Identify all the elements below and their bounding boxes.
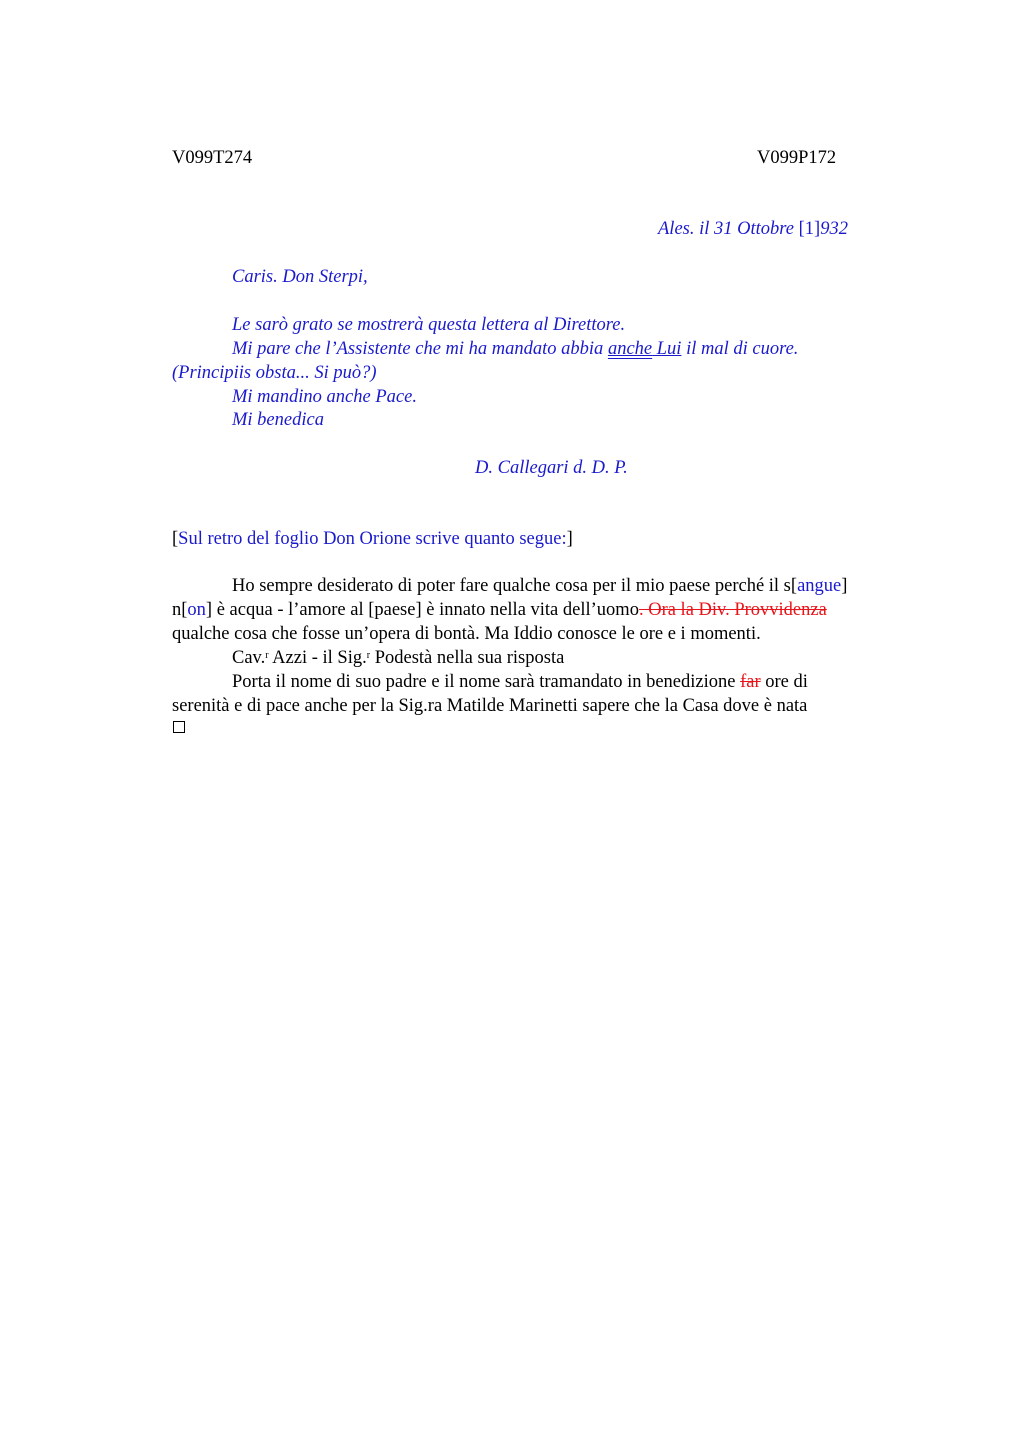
note-close-bracket: ] [566,529,573,549]
line2-anche: anche [607,339,653,359]
line2-part-b: il mal di cuore. [681,339,799,359]
draft-line-4 [232,646,564,670]
draft-line-1 [232,574,847,598]
draft-p4-azzi: Azzi - il Sig. [268,648,367,668]
editor-note [172,527,573,551]
note-text: Sul retro del foglio Don Orione scrive quanto segue: [178,529,567,549]
draft-p4-sup-1: r [265,650,269,661]
draft-p1-text: Ho sempre desiderato di poter fare qualche cosa per il mio paese perché il s [232,576,791,596]
draft-p4-cav: Cav. [232,648,266,668]
draft-p2-bracket-close: ] [205,600,213,620]
missing-text-box [173,721,185,733]
date-suffix: 932 [820,219,848,239]
letter-salutation: Caris. Don Sterpi, [232,267,368,287]
draft-line-3: qualche cosa che fosse un’opera di bontà. Ma Iddio conosce le ore e i momenti. [172,624,761,644]
letter-signature: D. Callegari d. D. P. [475,458,628,478]
date-prefix: Ales. il 31 Ottobre [658,219,799,239]
draft-line-5 [232,670,808,694]
letter-line-3: (Principiis obsta... Si può?) [172,363,377,383]
date-bracket: [1] [798,219,821,239]
draft-p4-podesta: Podestà nella sua risposta [370,648,565,668]
draft-p5-deleted: far [740,672,761,692]
draft-p1-bracket-close: ] [841,576,848,596]
letter-line-2 [232,337,798,361]
letter-date [658,217,848,241]
header-right-code: V099P172 [757,148,837,168]
draft-p2-n: n [172,600,182,620]
draft-p2-text: è acqua - l’amore al [paese] è innato nella vita dell’uomo [212,600,639,620]
draft-p2-supplied: on [187,600,206,620]
header-left-code: V099T274 [172,148,253,168]
draft-p2-deleted: . Ora la Div. Provvidenza [638,600,827,620]
draft-p1-supplied: angue [797,576,842,596]
draft-line-6: serenità e di pace anche per la Sig.ra Matilde Marinetti sapere che la Casa dove è nata [172,696,808,716]
line2-lui: Lui [652,339,682,359]
letter-line-1: Le sarò grato se mostrerà questa lettera al Direttore. [232,315,626,335]
letter-line-4: Mi mandino anche Pace. [232,387,417,407]
draft-p5-end: ore di [760,672,808,692]
draft-line-2 [172,598,827,622]
draft-p1-bracket-open: [ [790,576,798,596]
draft-p2-bracket-open: [ [181,600,188,620]
line2-part-a: Mi pare che l’Assistente che mi ha mandato abbia [232,339,608,359]
letter-line-5: Mi benedica [232,410,324,430]
draft-p5-text: Porta il nome di suo padre e il nome sarà tramandato in benedizione [232,672,741,692]
note-open-bracket: [ [172,529,179,549]
draft-p4-sup-2: r [366,650,371,661]
